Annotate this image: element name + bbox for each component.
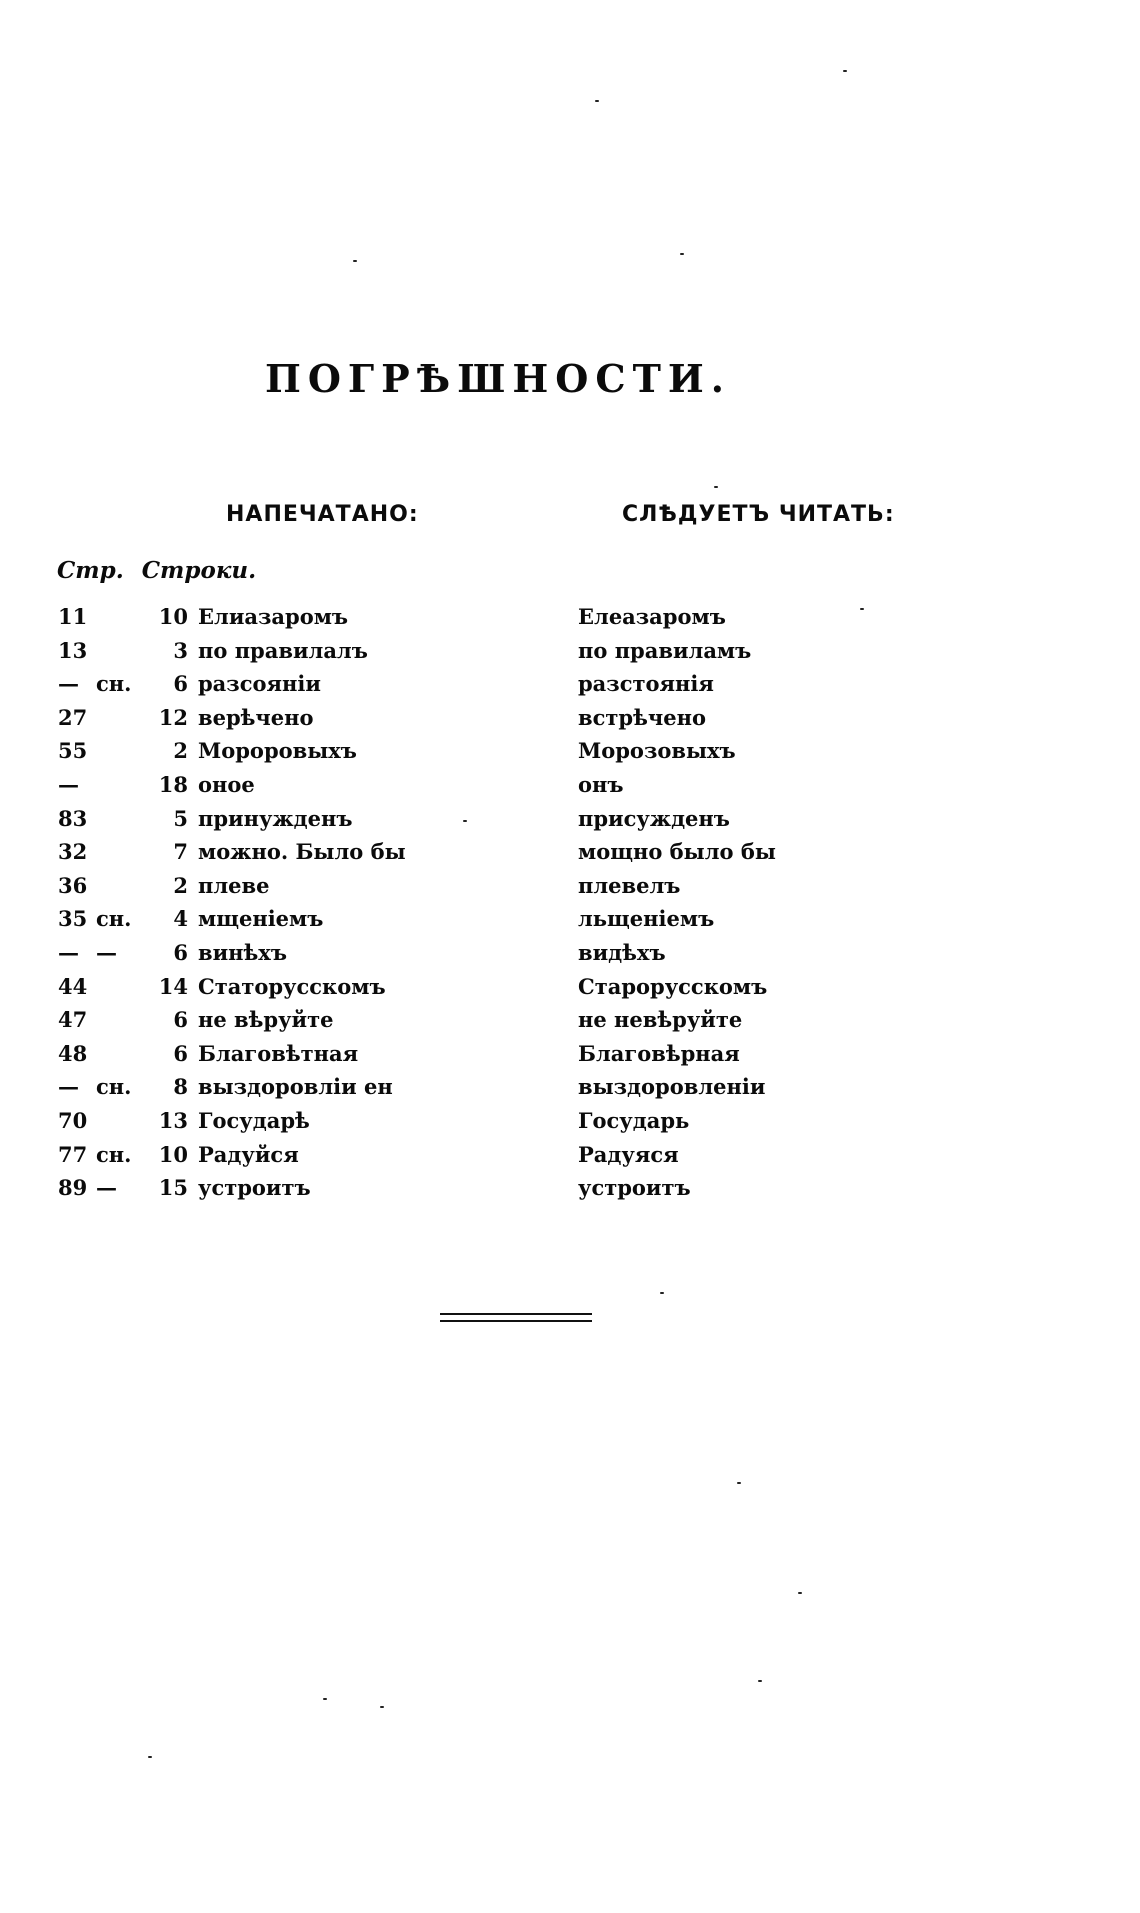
errata-line-number: 5	[173, 805, 188, 831]
scan-speck	[595, 100, 599, 102]
page-title: ПОГРѢШНОСТИ.	[264, 356, 732, 401]
errata-correct-text: встрѣчено	[578, 704, 706, 730]
errata-line-number: 3	[173, 637, 188, 663]
errata-line-number: 10	[158, 604, 188, 629]
errata-line-number: 2	[173, 872, 188, 898]
errata-direction: сн.	[96, 671, 132, 697]
errata-direction: —	[96, 939, 117, 965]
errata-direction: —	[96, 1175, 117, 1201]
errata-row	[0, 600, 1140, 634]
errata-line-number: 10	[158, 1141, 188, 1167]
subheader	[57, 557, 266, 584]
errata-correct-text: онъ	[578, 771, 624, 797]
errata-page-number: 47	[58, 1007, 88, 1033]
errata-line-number: 14	[158, 973, 188, 999]
subheader-page: Стр.	[57, 557, 124, 584]
errata-page-number: —	[58, 1074, 79, 1100]
errata-page-number: 55	[58, 738, 88, 764]
errata-printed-text: оное	[198, 771, 255, 797]
errata-correct-text: Морозовыхъ	[578, 738, 736, 764]
errata-printed-text: Елиазаромъ	[198, 604, 349, 629]
errata-printed-text: винѣхъ	[198, 939, 287, 965]
errata-printed-text: разсоянiи	[198, 671, 321, 697]
errata-line-number: 18	[158, 771, 188, 797]
errata-page-number: 44	[58, 973, 88, 999]
errata-correct-text: Елеазаромъ	[578, 604, 726, 629]
errata-row	[0, 634, 1140, 668]
errata-page-number: —	[58, 939, 79, 965]
errata-correct-text: льщенiемъ	[578, 906, 715, 932]
errata-printed-text: плеве	[198, 872, 270, 898]
errata-printed-text: мщенiемъ	[198, 906, 324, 932]
errata-row	[0, 734, 1140, 768]
subheader-lines: Строки.	[141, 557, 257, 584]
errata-direction: сн.	[96, 1074, 132, 1100]
errata-printed-text: можно. Было бы	[198, 839, 406, 865]
errata-printed-text: по правилалъ	[198, 637, 368, 663]
errata-printed-text: Статорусскомъ	[198, 973, 386, 999]
errata-line-number: 6	[173, 1007, 188, 1033]
errata-line-number: 12	[158, 704, 188, 730]
errata-page-number: 35	[58, 906, 88, 932]
errata-page-number: 32	[58, 839, 88, 865]
scan-speck	[714, 486, 718, 488]
errata-page-number: —	[58, 771, 79, 797]
errata-page-number: 36	[58, 872, 88, 898]
errata-printed-text: Благовѣтная	[198, 1040, 359, 1066]
errata-line-number: 15	[158, 1175, 188, 1201]
errata-printed-text: выздоровлiи ен	[198, 1074, 393, 1100]
errata-printed-text: верѣчено	[198, 704, 314, 730]
errata-correct-text: не невѣруйте	[578, 1007, 743, 1033]
scan-speck	[148, 1756, 152, 1758]
errata-correct-text: выздоровленiи	[578, 1074, 766, 1100]
errata-page-number: 13	[58, 637, 88, 663]
errata-correct-text: по правиламъ	[578, 637, 752, 663]
errata-printed-text: Мороровыхъ	[198, 738, 357, 764]
errata-page-number: 83	[58, 805, 88, 831]
closing-rule-bottom	[440, 1320, 592, 1322]
errata-line-number: 8	[173, 1074, 188, 1100]
errata-row	[0, 1037, 1140, 1071]
errata-printed-text: принужденъ	[198, 805, 353, 831]
errata-row	[0, 1138, 1140, 1172]
errata-page-number: 48	[58, 1040, 88, 1066]
errata-correct-text: мощно было бы	[578, 839, 776, 865]
errata-printed-text: не вѣруйте	[198, 1007, 334, 1033]
scan-speck	[353, 260, 357, 262]
errata-row	[0, 970, 1140, 1004]
errata-page-number: 27	[58, 704, 88, 730]
errata-row	[0, 1104, 1140, 1138]
errata-line-number: 6	[173, 1040, 188, 1066]
scan-speck	[660, 1292, 664, 1294]
column-header-printed: НАПЕЧАТАНО:	[226, 502, 419, 527]
errata-correct-text: Старорусскомъ	[578, 973, 768, 999]
errata-line-number: 2	[173, 738, 188, 764]
errata-row	[0, 701, 1140, 735]
errata-printed-text: Радуйся	[198, 1141, 299, 1167]
errata-row	[0, 768, 1140, 802]
scan-speck	[680, 253, 684, 255]
errata-row	[0, 802, 1140, 836]
errata-correct-text: Радуяся	[578, 1141, 679, 1167]
errata-row	[0, 835, 1140, 869]
errata-correct-text: присужденъ	[578, 805, 730, 831]
errata-line-number: 4	[173, 906, 188, 932]
errata-line-number: 6	[173, 671, 188, 697]
errata-row	[0, 902, 1140, 936]
errata-direction: сн.	[96, 906, 132, 932]
column-header-should-read: СЛѢДУЕТЪ ЧИТАТЬ:	[622, 502, 895, 527]
scan-speck	[737, 1482, 741, 1484]
scan-speck	[798, 1592, 802, 1594]
scan-speck	[380, 1706, 384, 1708]
errata-page-number: 89	[58, 1175, 88, 1201]
scan-speck	[758, 1680, 762, 1682]
errata-correct-text: Государь	[578, 1107, 690, 1133]
errata-page-number: —	[58, 671, 79, 697]
errata-page-number: 11	[58, 604, 88, 629]
errata-page-number: 70	[58, 1107, 88, 1133]
errata-correct-text: разстоянiя	[578, 671, 714, 697]
closing-rule-top	[440, 1313, 592, 1315]
scan-speck	[323, 1698, 327, 1700]
errata-row	[0, 869, 1140, 903]
errata-line-number: 6	[173, 939, 188, 965]
errata-line-number: 7	[173, 839, 188, 865]
errata-printed-text: Государѣ	[198, 1107, 310, 1133]
errata-correct-text: видѣхъ	[578, 939, 666, 965]
errata-row	[0, 667, 1140, 701]
errata-direction: сн.	[96, 1141, 132, 1167]
scan-speck	[860, 608, 864, 610]
errata-printed-text: устроитъ	[198, 1175, 311, 1201]
errata-correct-text: устроитъ	[578, 1175, 691, 1201]
errata-row	[0, 1070, 1140, 1104]
errata-row	[0, 936, 1140, 970]
errata-line-number: 13	[158, 1107, 188, 1133]
scan-speck	[463, 820, 467, 822]
errata-correct-text: плевелъ	[578, 872, 681, 898]
scan-speck	[843, 70, 847, 72]
errata-list	[0, 600, 1140, 1205]
errata-page-number: 77	[58, 1141, 88, 1167]
errata-correct-text: Благовѣрная	[578, 1040, 740, 1066]
errata-row	[0, 1171, 1140, 1205]
errata-row	[0, 1003, 1140, 1037]
